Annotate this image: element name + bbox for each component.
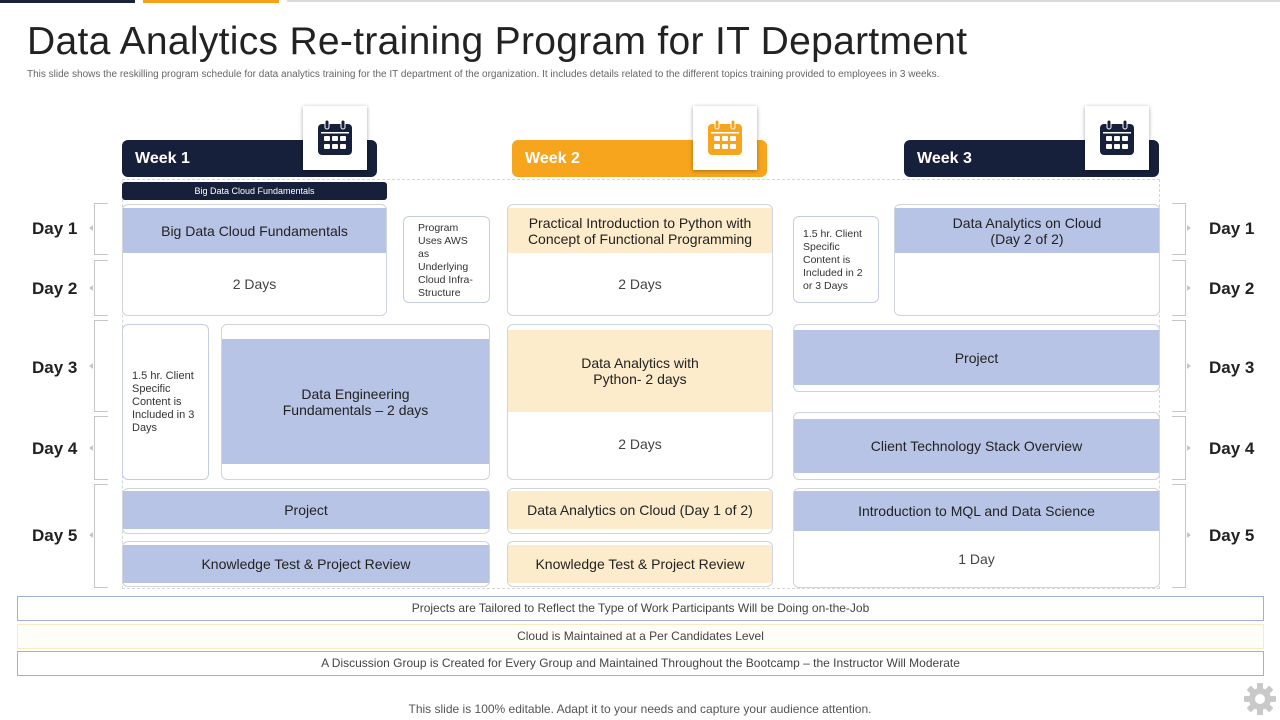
grid-guide-bottom [122, 588, 1160, 589]
week-2-review: Knowledge Test & Project Review [508, 545, 772, 583]
day-1-tick-left [89, 225, 93, 231]
day-4-bracket-left [94, 416, 108, 480]
gear-icon[interactable] [1243, 682, 1277, 716]
week-2-block-2-duration: 2 Days [618, 436, 662, 452]
week-2-block-1-title [508, 208, 772, 253]
week-2-block-3-title: Data Analytics on Cloud (Day 1 of 2) [508, 491, 772, 529]
day-1-tick-right [1187, 225, 1191, 231]
week-2-block-2-text: Data Analytics with Python- 2 days [581, 355, 699, 387]
day-5-bracket-left [94, 484, 108, 588]
week-3-block-1-title [895, 208, 1159, 253]
week-2-header: Week 2 [512, 140, 767, 177]
footer-note-1: Projects are Tailored to Reflect the Type of Work Participants Will be Doing on-the-Job [17, 596, 1264, 621]
week-2-block-1-text: Practical Introduction to Python with Concept of Functional Programming [527, 214, 753, 247]
day-2-bracket-left [94, 260, 108, 316]
day-3-bracket-right [1172, 320, 1186, 412]
top-accent-bar-gray [287, 0, 1280, 2]
grid-guide-top [122, 179, 1160, 180]
page-title: Data Analytics Re-training Program for IT Department [27, 20, 968, 63]
week-3-mql-duration: 1 Day [958, 551, 995, 567]
week-2-calendar-icon [693, 106, 757, 170]
day-2-tick-right [1187, 285, 1191, 291]
week-1-block-1-title: Big Data Cloud Fundamentals [123, 208, 386, 253]
day-4-tick-left [89, 445, 93, 451]
week-1-project: Project [123, 491, 489, 529]
day-1-bracket-left [94, 203, 108, 255]
week-1-sub-header: Big Data Cloud Fundamentals [122, 182, 387, 200]
week-1-client-note: 1.5 hr. Client Specific Content is Included in 3 Days [122, 324, 209, 480]
day-4-tick-right [1187, 445, 1191, 451]
day-3-tick-right [1187, 363, 1191, 369]
day-5-label-right: Day 5 [1209, 526, 1255, 545]
week-3-mql: Introduction to MQL and Data Science [794, 491, 1159, 531]
week-3-project: Project [794, 330, 1159, 385]
day-1-label-right: Day 1 [1209, 219, 1255, 238]
calendar-icon [1098, 119, 1136, 157]
week-1-header: Week 1 [122, 140, 377, 177]
top-accent-bar-orange [143, 0, 279, 3]
day-2-tick-left [89, 285, 93, 291]
footer-note-2: Cloud is Maintained at a Per Candidates Level [17, 624, 1264, 649]
week-2-block-1-duration: 2 Days [618, 276, 662, 292]
day-4-label-left: Day 4 [32, 439, 78, 458]
day-4-label-right: Day 4 [1209, 439, 1255, 458]
week-1-calendar-icon [303, 106, 367, 170]
bottom-editable-note: This slide is 100% editable. Adapt it to your needs and capture your audience attention. [408, 702, 872, 716]
day-5-tick-right [1187, 532, 1191, 538]
day-3-bracket-left [94, 320, 108, 412]
week-1-review: Knowledge Test & Project Review [123, 545, 489, 583]
calendar-icon [706, 119, 744, 157]
day-1-label-left: Day 1 [32, 219, 78, 238]
page-subtitle: This slide shows the reskilling program schedule for data analytics training for the IT department of the organization. It includes details related to the different topics training provided to employees in 3 weeks. [27, 69, 940, 80]
day-5-tick-left [89, 532, 93, 538]
day-5-bracket-right [1172, 484, 1186, 588]
day-2-bracket-right [1172, 260, 1186, 316]
day-4-bracket-right [1172, 416, 1186, 480]
week-1-block-2-text: Data Engineering Fundamentals – 2 days [282, 385, 429, 418]
day-1-bracket-right [1172, 203, 1186, 255]
footer-note-3: A Discussion Group is Created for Every Group and Maintained Throughout the Bootcamp – the Instructor Will Moderate [17, 651, 1264, 676]
week-1-block-2-title [222, 339, 489, 464]
week-3-header: Week 3 [904, 140, 1159, 177]
week-3-block-1-text: Data Analytics on Cloud (Day 2 of 2) [952, 214, 1102, 247]
week-3-stack: Client Technology Stack Overview [794, 419, 1159, 473]
week-1-block-1-duration: 2 Days [232, 276, 277, 292]
day-5-label-left: Day 5 [32, 526, 78, 545]
day-2-label-left: Day 2 [32, 279, 78, 298]
day-3-tick-left [89, 363, 93, 369]
week-1-aws-note: Program Uses AWS as Underlying Cloud Infra-Structure [403, 216, 490, 303]
day-2-label-right: Day 2 [1209, 279, 1255, 298]
week-2-block-2-title [508, 330, 772, 412]
calendar-icon [316, 119, 354, 157]
week-3-client-note: 1.5 hr. Client Specific Content is Included in 2 or 3 Days [793, 216, 879, 303]
top-accent-bar-dark [0, 0, 135, 3]
day-3-label-left: Day 3 [32, 358, 78, 377]
week-3-calendar-icon [1085, 106, 1149, 170]
day-3-label-right: Day 3 [1209, 358, 1255, 377]
